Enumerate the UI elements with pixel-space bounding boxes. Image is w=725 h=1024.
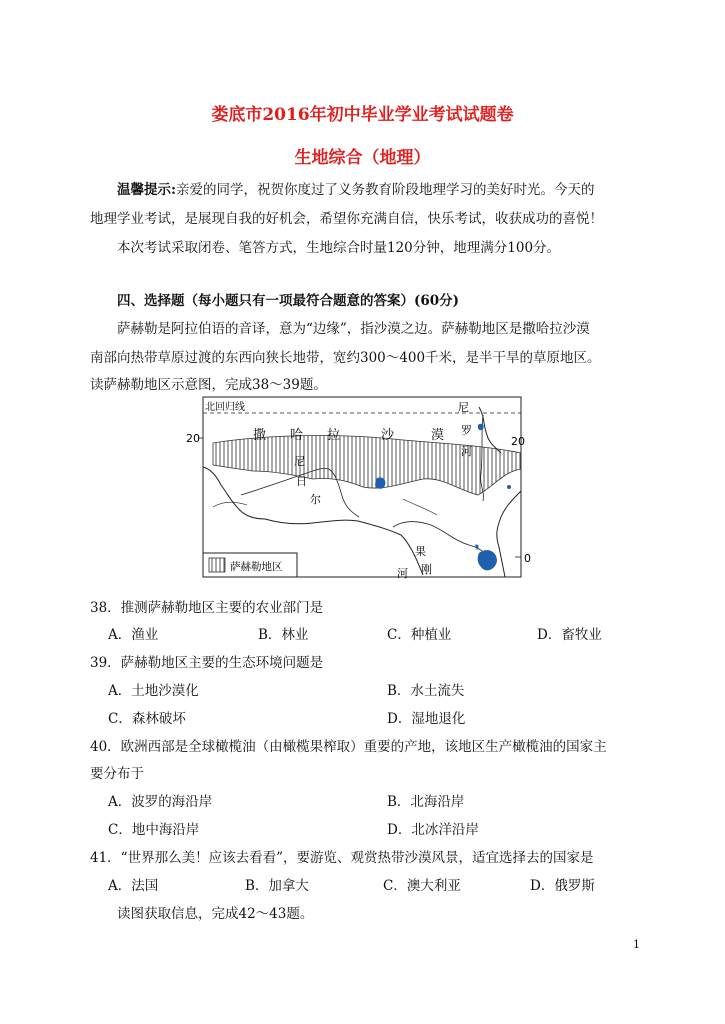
congo-char: 河	[397, 567, 408, 580]
intro-line-2: 南部向热带草原过渡的东西向狭长地带，宽约300～400千米，是半干旱的草原地区。	[90, 350, 601, 366]
q39-option-c[interactable]: C．森林破坏	[108, 711, 186, 727]
question-38-stem: 38．推测萨赫勒地区主要的农业部门是	[90, 600, 324, 616]
nile-char: 罗	[461, 424, 472, 437]
map-legend	[203, 553, 297, 577]
lat-label-right: 20	[511, 435, 525, 448]
q40-option-c[interactable]: C．地中海沿岸	[108, 822, 200, 838]
q40-option-d[interactable]: D．北冰洋沿岸	[387, 822, 479, 838]
page-title: 娄底市2016年初中毕业学业考试试题卷	[211, 105, 514, 125]
page-subtitle: 生地综合（地理）	[294, 148, 431, 168]
desert-char: 漠	[431, 428, 445, 443]
q38-option-b[interactable]: B．林业	[258, 627, 309, 643]
q38-option-a[interactable]: A．渔业	[108, 627, 159, 643]
question-40-stem-2: 要分布于	[90, 766, 144, 782]
lat-label-left: 20	[186, 432, 200, 445]
intro-line-3: 读萨赫勒地区示意图，完成38～39题。	[90, 377, 327, 393]
q41-option-c[interactable]: C．澳大利亚	[383, 878, 461, 894]
nile-char: 尼	[458, 401, 469, 414]
desert-char: 撒	[253, 428, 267, 443]
intro-line-1: 萨赫勒是阿拉伯语的音译，意为“边缘”，指沙漠之边。萨赫勒地区是撒哈拉沙漠	[117, 321, 590, 337]
legend-label: 萨赫勒地区	[230, 561, 283, 573]
next-instruction: 读图获取信息，完成42～43题。	[117, 906, 314, 922]
q41-option-d[interactable]: D．俄罗斯	[530, 878, 595, 894]
question-40-stem-1: 40．欧洲西部是全球橄榄油（由橄榄果榨取）重要的产地，该地区生产橄榄油的国家主	[90, 739, 607, 755]
q38-option-d[interactable]: D．畜牧业	[537, 627, 602, 643]
q41-option-b[interactable]: B．加拿大	[245, 878, 309, 894]
section-heading: 四、选择题（每小题只有一项最符合题意的答案）(60分)	[117, 293, 460, 309]
equator-label: 0	[524, 552, 531, 565]
page-number: 1	[633, 938, 640, 951]
congo-char: 刚	[421, 563, 432, 576]
niger-char: 日	[296, 475, 307, 488]
niger-char: 尼	[294, 455, 305, 468]
question-39-stem: 39．萨赫勒地区主要的生态环境问题是	[90, 655, 324, 671]
desert-char: 哈	[290, 428, 304, 443]
sahel-map	[183, 395, 531, 595]
nile-char: 河	[461, 445, 472, 458]
q38-option-c[interactable]: C．种植业	[387, 627, 452, 643]
tip-line-2: 地理学业考试，是展现自我的好机会，希望你充满自信，快乐考试，收获成功的喜悦！	[90, 211, 603, 227]
q39-option-b[interactable]: B．水土流失	[387, 683, 465, 699]
q40-option-a[interactable]: A．波罗的海沿岸	[108, 794, 213, 810]
legend-swatch	[209, 558, 225, 572]
congo-char: 果	[415, 545, 426, 558]
tip-text-1: 亲爱的同学，祝贺你度过了义务教育阶段地理学习的美好时光。今天的	[175, 182, 595, 198]
question-41-stem: 41．“世界那么美！应该去看看”，要游览、观赏热带沙漠风景，适宜选择去的国家是	[90, 850, 594, 866]
desert-char: 拉	[327, 428, 341, 443]
tip-line-3: 本次考试采取闭卷、笔答方式，生地综合时量120分钟，地理满分100分。	[117, 240, 561, 256]
tropic-label: 北回归线	[205, 402, 245, 413]
lake-small	[507, 485, 511, 489]
tip-line-1	[117, 181, 594, 199]
tip-label: 温馨提示:	[117, 182, 176, 198]
q40-option-b[interactable]: B．北海沿岸	[387, 794, 465, 810]
q41-option-a[interactable]: A．法国	[108, 878, 159, 894]
niger-char: 尔	[310, 493, 321, 506]
q39-option-a[interactable]: A．土地沙漠化	[108, 683, 199, 699]
desert-char: 沙	[381, 428, 395, 443]
q39-option-d[interactable]: D．湿地退化	[387, 711, 466, 727]
